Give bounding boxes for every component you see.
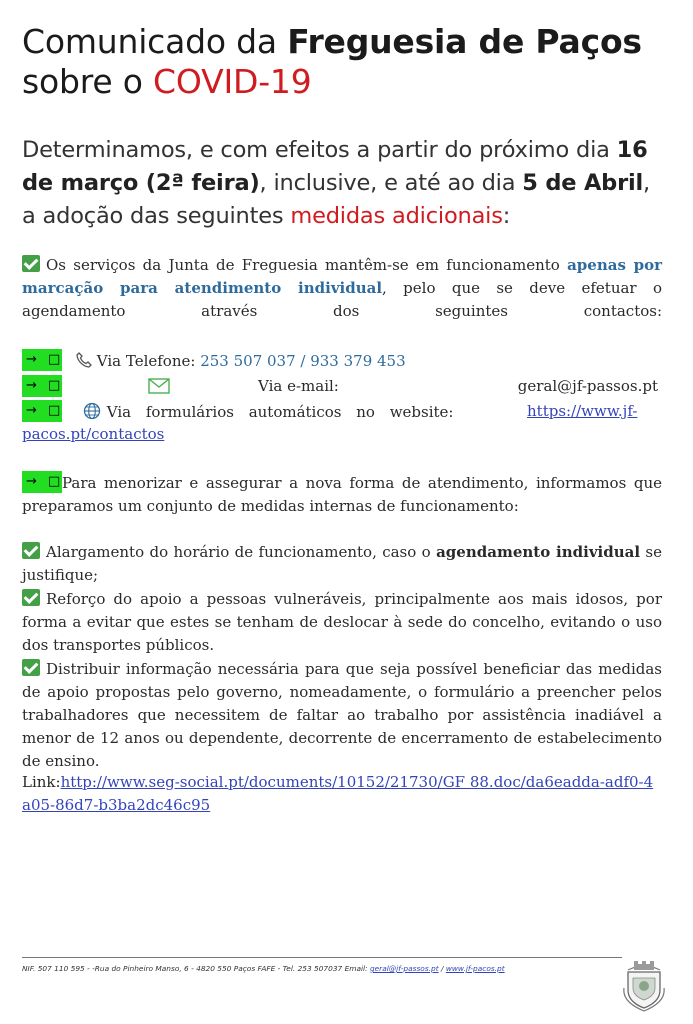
arrow-box-icon: → □ (22, 349, 62, 371)
arrow-box-icon: → □ (22, 400, 62, 422)
measure-3: Distribuir informação necessária para que seja possível beneficiar das medidas de apoio propostas pelo governo, nomeadamente, o formulário a preencher pelos trabalhadores que necessitem de faltar ao trabalho por assistência inadiável a menor de 12 anos ou dependente, decorrente de encerramento de estabelecimento de ensino. (22, 660, 662, 770)
parish-seal-icon (620, 958, 668, 1012)
checkmark-icon (22, 659, 40, 676)
intro-paragraph: Determinamos, e com efeitos a partir do próximo dia 16 de março (2ª feira), inclusive, e até ao dia 5 de Abril, a adoção das seguintes medidas adicionais: (22, 137, 650, 229)
website-link-wrap (22, 400, 662, 446)
footer-divider (22, 957, 622, 958)
title-line-1: Comunicado da Freguesia de Paços (22, 22, 642, 61)
email-label: Via e-mail: (258, 377, 339, 395)
arrow-box-icon: → □ (22, 471, 62, 493)
email-address[interactable]: geral@jf-passos.pt (517, 377, 658, 395)
measure-1: Alargamento do horário de funcionamento, caso o agendamento individual se justifique; (22, 543, 663, 584)
footer-email-link[interactable]: geral@jf-passos.pt (369, 964, 439, 973)
contact-web-row: → □ Via formulários automáticos no website: (22, 400, 662, 423)
services-paragraph: Os serviços da Junta de Freguesia mantêm-se em funcionamento apenas por marcação para atendimento individual, pelo que se deve efetuar o agendamento através dos seguintes contactos: (22, 256, 662, 320)
covid-label: COVID-19 (153, 62, 312, 101)
footer: NIF. 507 110 595 - -Rua do Pinheiro Manso, 6 - 4820 550 Paços FAFE - Tel. 253 507037 Email: geral@jf-passos.pt / www.jf-pacos.pt (22, 964, 505, 973)
internal-measures-paragraph: → □ Para menorizar e assegurar a nova forma de atendimento, informamos que preparamos um conjunto de medidas internas de funcionamento: (22, 471, 662, 518)
footer-website-link[interactable]: www.jf-pacos.pt (445, 964, 505, 973)
link-paragraph: Link:http://www.seg-social.pt/documents/10152/21730/GF 88.doc/da6eadda-adf0-4a05-86d7-b3ba2dc46c95 (22, 773, 654, 814)
checkmark-icon (22, 255, 40, 272)
arrow-box-icon: → □ (22, 375, 62, 397)
envelope-icon (148, 377, 170, 402)
website-link[interactable]: https://www.jf-pacos.pt/contactos (22, 402, 638, 443)
checkmark-icon (22, 589, 40, 606)
contact-phone-row: → □ Via Telefone: 253 507 037 / 933 379 453 (22, 349, 662, 372)
page-title (22, 22, 682, 102)
measure-2: Reforço do apoio a pessoas vulneráveis, principalmente aos mais idosos, por forma a evitar que estes se tenham de deslocar à sede do concelho, evitando o uso dos transportes públicos. (22, 590, 662, 654)
checkmark-icon (22, 542, 40, 559)
seg-social-link[interactable]: http://www.seg-social.pt/documents/10152/21730/GF 88.doc/da6eadda-adf0-4a05-86d7-b3ba2dc46c95 (22, 773, 654, 814)
title-line-2: sobre o COVID-19 (22, 62, 312, 101)
phone-icon (75, 351, 93, 376)
parish-name: Freguesia de Paços (287, 22, 642, 61)
contact-email-row (22, 375, 662, 398)
phone-numbers[interactable]: 253 507 037 / 933 379 453 (200, 352, 406, 370)
